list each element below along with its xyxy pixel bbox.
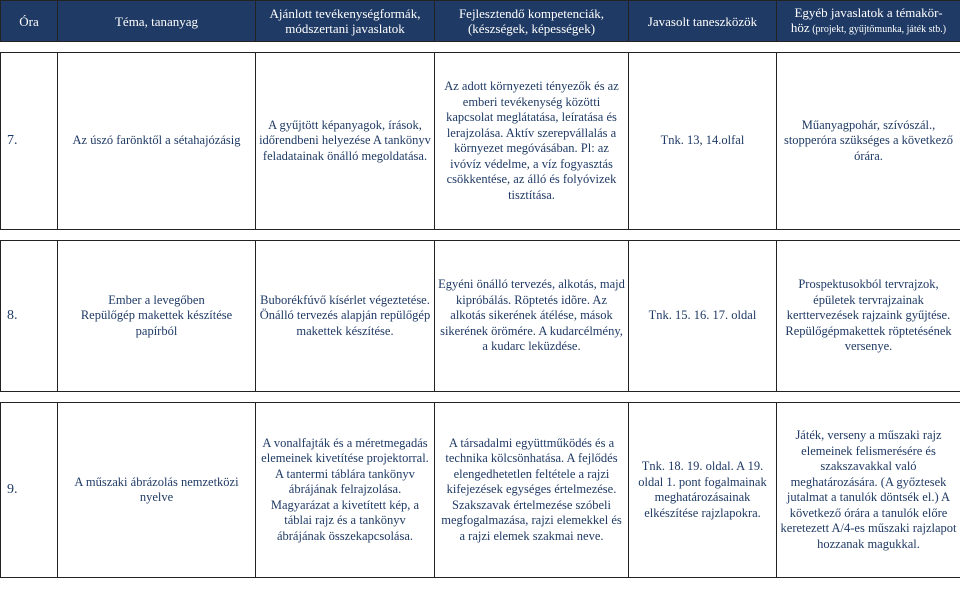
row-egyeb: Prospektusokból tervrajzok, épületek tervrajzainak kerttervezések rajzaink gyűjtése. Repülőgépmakettek röptetésének versenye. [777, 241, 960, 392]
row-tema: Ember a levegőben Repülőgép makettek készítése papírból [58, 241, 256, 392]
row-ora: 8. [1, 241, 58, 392]
table-row [1, 53, 960, 230]
spacer-row [1, 42, 960, 53]
row-fejlesztendo: A társadalmi együttműködés és a technika kölcsönhatása. A fejlődés elengedhetetlen feltétele a rajzi kifejezések egységes értelmezése. Szakszavak értelmezése szóbeli megfogalmazása, rajzi elemekkel és a rajzi elemek szakmai neve. [435, 403, 629, 578]
row-fejlesztendo: Egyéni önálló tervezés, alkotás, majd kipróbálás. Röptetés idõre. Az alkotás sikerének átélése, mások sikerének örömére. A kudarcélmény, a kudarc leküzdése. [435, 241, 629, 392]
row-ajanlott: A gyűjtött képanyagok, írások, időrendbeni helyezése A tankönyv feladatainak önálló megoldatása. [256, 53, 435, 230]
spacer-row [1, 392, 960, 403]
header-egyeb-main-2: höz [790, 20, 810, 35]
row-ora: 9. [1, 403, 58, 578]
row-eszkozok: Tnk. 13, 14.olfal [629, 53, 777, 230]
header-ora: Óra [1, 1, 58, 42]
row-tema: A műszaki ábrázolás nemzetközi nyelve [58, 403, 256, 578]
header-egyeb [777, 1, 960, 42]
header-egyeb-main: Egyéb javaslatok a témakör- [794, 5, 943, 20]
header-fejlesztendo: Fejlesztendő kompetenciák, (készségek, képességek) [435, 1, 629, 42]
row-ajanlott: Buborékfúvő kísérlet végeztetése. Önálló tervezés alapján repülőgép makettek készítése. [256, 241, 435, 392]
header-eszkozok: Javasolt taneszközök [629, 1, 777, 42]
row-ajanlott: A vonalfajták és a méretmegadás elemeinek kivetítése projektorral. A tantermi táblára tankönyv ábrájának felrajzolása. Magyarázat a kivetített kép, a táblai rajz és a tankönyv ábrájának összekapcsolása. [256, 403, 435, 578]
row-tema: Az úszó farönktől a sétahajózásig [58, 53, 256, 230]
row-egyeb: Játék, verseny a műszaki rajz elemeinek felismerésére és szakszavakkal való meghatározására. (A győztesek jutalmat a tanulók döntsék el.) A következő órára a tanulók előre keretezett A/4-es műszaki rajzlapot hozzanak magukkal. [777, 403, 960, 578]
table-row [1, 403, 960, 578]
table-row [1, 241, 960, 392]
row-ora: 7. [1, 53, 58, 230]
row-egyeb: Műanyagpohár, szívószál., stopperóra szükséges a következő órára. [777, 53, 960, 230]
header-egyeb-small: (projekt, gyűjtőmunka, játék stb.) [809, 24, 947, 35]
header-tema: Téma, tananyag [58, 1, 256, 42]
row-eszkozok: Tnk. 18. 19. oldal. A 19. oldal 1. pont fogalmainak meghatározásainak elkészítése rajzlapokra. [629, 403, 777, 578]
table-header-row [1, 1, 960, 42]
header-ajanlott: Ajánlott tevékenységformák, módszertani javaslatok [256, 1, 435, 42]
row-fejlesztendo: Az adott környezeti tényezők és az emberi tevékenység közötti kapcsolat meglátatása, leíratása és lerajzolása. Aktív szerepvállalás a környezet megóvásában. Pl: az ivóvíz védelme, a víz fogyasztás csökkentése, az álló és folyóvizek tisztítása. [435, 53, 629, 230]
row-eszkozok: Tnk. 15. 16. 17. oldal [629, 241, 777, 392]
spacer-row [1, 230, 960, 241]
